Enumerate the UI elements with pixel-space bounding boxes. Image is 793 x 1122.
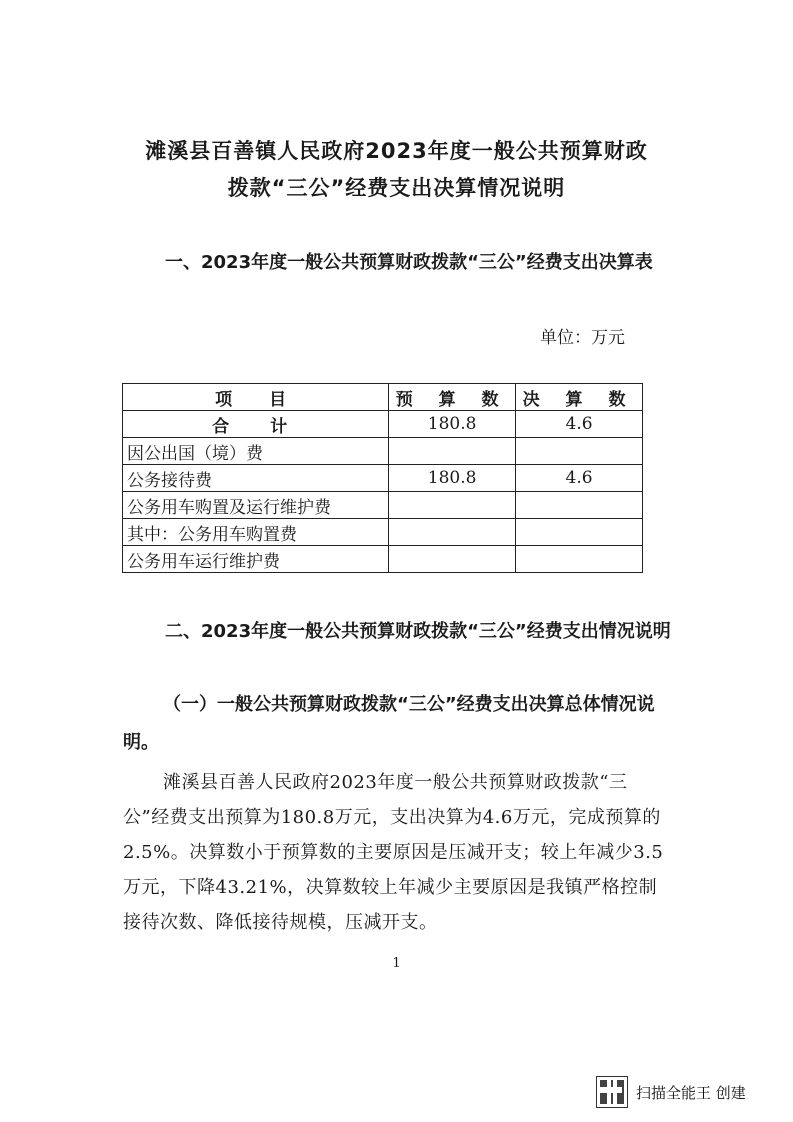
header-final: 决 算 数 <box>516 384 643 411</box>
row-item: 因公出国（境）费 <box>123 438 389 465</box>
row-budget: 180.8 <box>389 465 516 492</box>
row-item: 合 计 <box>123 411 389 438</box>
table-row <box>123 465 643 492</box>
qr-code-icon <box>596 1076 628 1108</box>
row-budget <box>389 519 516 546</box>
row-final <box>516 492 643 519</box>
row-final <box>516 519 643 546</box>
scanner-label: 扫描全能王 创建 <box>636 1083 746 1102</box>
table-row <box>123 438 643 465</box>
row-item: 其中：公务用车购置费 <box>123 519 389 546</box>
row-final <box>516 438 643 465</box>
row-final <box>516 546 643 573</box>
document-title-line2: 拨款“三公”经费支出决算情况说明 <box>227 176 566 200</box>
document-title-line1: 滩溪县百善镇人民政府2023年度一般公共预算财政 <box>145 139 648 163</box>
section1-heading: 一、2023年度一般公共预算财政拨款“三公”经费支出决算表 <box>165 252 653 273</box>
page-number: 1 <box>392 956 401 971</box>
row-budget <box>389 438 516 465</box>
table-row <box>123 411 643 438</box>
table-row <box>123 492 643 519</box>
body-paragraph: 滩溪县百善人民政府2023年度一般公共预算财政拨款“三公”经费支出预算为180.8万元，支出决算为4.6万元，完成预算的2.5%。决算数小于预算数的主要原因是压减开支；较上年减少3.5万元，下降43.21%，决算数较上年减少主要原因是我镇严格控制接待次数、降低接待规模，压减开支。 <box>123 772 664 933</box>
row-final: 4.6 <box>516 411 643 438</box>
header-budget: 预 算 数 <box>389 384 516 411</box>
row-item: 公务接待费 <box>123 465 389 492</box>
subsection1-heading: （一）一般公共预算财政拨款“三公”经费支出决算总体情况说明。 <box>123 694 655 753</box>
row-final: 4.6 <box>516 465 643 492</box>
section2-heading: 二、2023年度一般公共预算财政拨款“三公”经费支出情况说明 <box>165 621 671 642</box>
row-budget <box>389 546 516 573</box>
table-header-row <box>123 384 643 411</box>
header-item: 项 目 <box>123 384 389 411</box>
row-item: 公务用车购置及运行维护费 <box>123 492 389 519</box>
budget-table <box>122 383 643 573</box>
row-budget: 180.8 <box>389 411 516 438</box>
table-row <box>123 519 643 546</box>
table-row <box>123 546 643 573</box>
row-item: 公务用车运行维护费 <box>123 546 389 573</box>
row-budget <box>389 492 516 519</box>
scanner-watermark <box>596 1075 786 1109</box>
unit-label: 单位：万元 <box>540 328 625 348</box>
